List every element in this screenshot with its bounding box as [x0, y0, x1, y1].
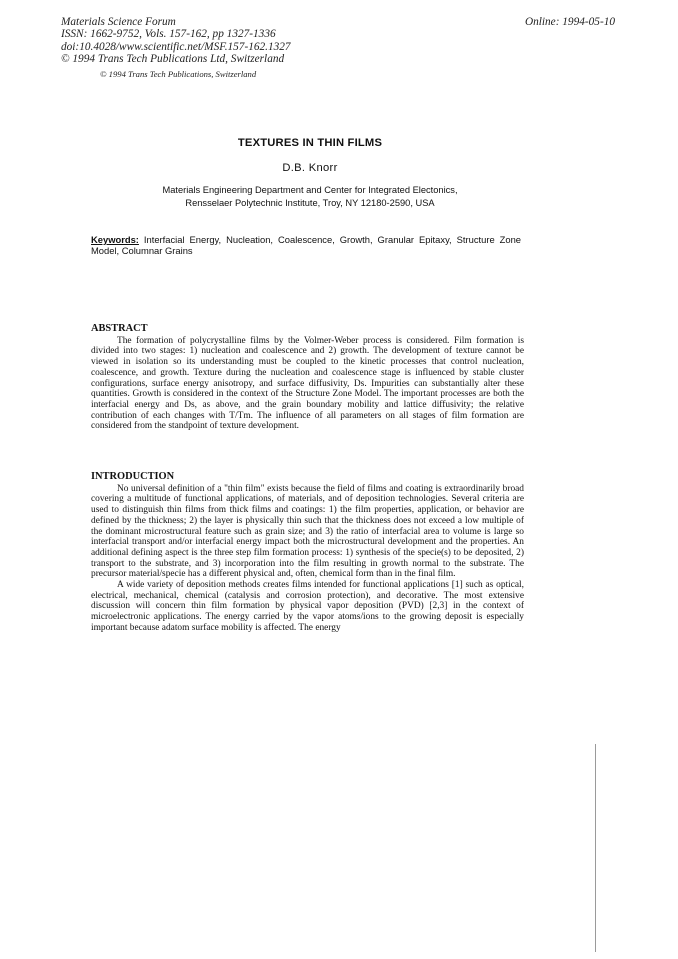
- abstract-section: [91, 324, 524, 432]
- affiliation: [0, 184, 620, 209]
- abstract-text: The formation of polycrystalline films by the Volmer-Weber process is considered. Film formation is divided into two stages: 1) nucleation and coalescence and 2) growth. The development of texture cannot be viewed in isolation so its understanding must be coupled to the kinetic processes that control nucleation, coalescence, and growth. Texture during the nucleation and coalescence stage is influenced by stable cluster configurations, surface energy anisotropy, and surface diffusivity, Ds. Impurities can substantially alter these quantities. Growth is considered in the context of the Structure Zone Model. The important processes are both the interfacial energy and Ds, as above, and the grain boundary mobility and lattice diffusivity; the relative contribution of each changes with T/Tm. The influence of all parameters on all stages of film formation are considered from the standpoint of texture development.: [91, 335, 524, 432]
- small-copyright: © 1994 Trans Tech Publications, Switzerland: [100, 69, 257, 79]
- affiliation-line-2: Rensselaer Polytechnic Institute, Troy, NY 12180-2590, USA: [185, 197, 435, 208]
- paper-title: TEXTURES IN THIN FILMS: [237, 137, 383, 149]
- keywords-block: [91, 234, 521, 257]
- online-date: Online: 1994-05-10: [524, 16, 615, 28]
- introduction-paragraph-2: A wide variety of deposition methods creates films intended for functional applications [1] such as optical, electrical, mechanical, chemical (catalysis and corrosion protection), and decorative. The most extensive discussion will concern thin film formation by physical vapor deposition (PVD) [2,3] in the context of microelectronic applications. The energy carried by the vapor atoms/ions to the growing deposit is especially important because adatom surface mobility is affected. The energy: [91, 580, 524, 633]
- journal-name: Materials Science Forum: [61, 16, 176, 28]
- margin-rule: [595, 744, 596, 952]
- introduction-paragraph-1: No universal definition of a "thin film" exists because the field of films and coating is extraordinarily broad covering a multitude of functional applications, of materials, and of deposition technologies. Several criteria are used to distinguish thin films from thick films and coatings: 1) the film properties, application, or behavior are defined by the thickness; 2) the layer is physically thin such that the thickness does not exceed a low multiple of the dominant microstructural feature such as grain size; and 3) the ratio of interfacial area to volume is large so interfacial transport and/or interfacial energy impact both the microstructural development and the properties. An additional defining aspect is the three step film formation process: 1) synthesis of the specie(s) to be deposited, 2) transport to the substrate, and 3) incorporation into the film resulting in growth normal to the substrate. The precursor material/specie has a different physical and, often, chemical form than in the final film.: [91, 483, 524, 580]
- introduction-section: [91, 472, 524, 634]
- paper-author: D.B. Knorr: [282, 162, 338, 174]
- keywords-label: Keywords:: [91, 234, 139, 245]
- issn-line: ISSN: 1662-9752, Vols. 157-162, pp 1327-1336: [61, 28, 276, 41]
- keywords-text: Interfacial Energy, Nucleation, Coalescence, Growth, Granular Epitaxy, Structure Zone Model, Columnar Grains: [91, 234, 522, 257]
- abstract-heading: ABSTRACT: [91, 323, 148, 334]
- journal-header: [61, 16, 291, 66]
- introduction-heading: INTRODUCTION: [91, 471, 175, 482]
- copyright-line: © 1994 Trans Tech Publications Ltd, Switzerland: [61, 53, 285, 66]
- doi-line[interactable]: doi:10.4028/www.scientific.net/MSF.157-162.1327: [61, 40, 291, 53]
- affiliation-line-1: Materials Engineering Department and Center for Integrated Electonics,: [162, 185, 458, 195]
